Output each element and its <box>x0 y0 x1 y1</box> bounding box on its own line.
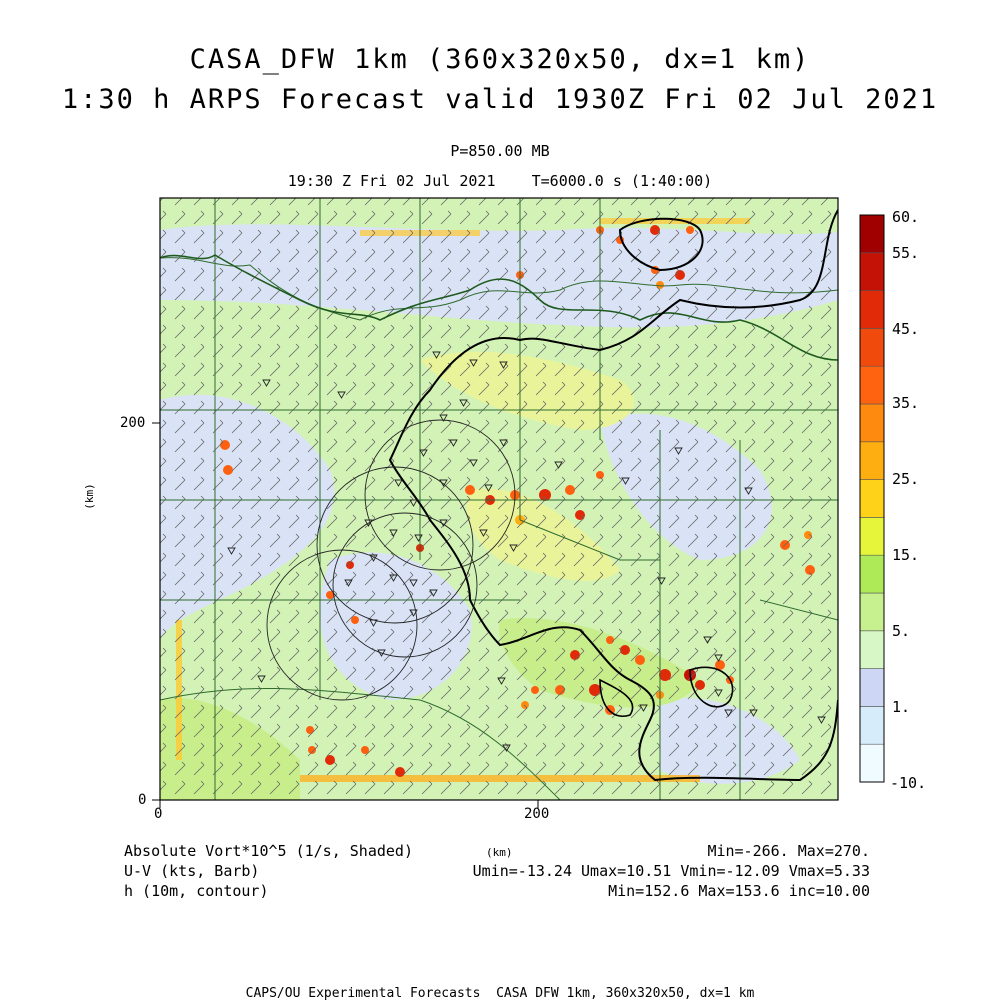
colorbar-swatch <box>860 706 884 744</box>
colorbar-swatch <box>860 215 884 253</box>
colorbar-swatch <box>860 291 884 329</box>
plot-title-line2: 1:30 h ARPS Forecast valid 1930Z Fri 02 Jul 2021 <box>61 84 939 115</box>
credit-line: CAPS/OU Experimental Forecasts CASA DFW 1km, 360x320x50, dx=1 km <box>245 986 755 1001</box>
vorticity-min-max: Min=-266. Max=270. <box>707 842 870 860</box>
y-axis-label: (km) <box>82 483 96 510</box>
valid-time: 19:30 Z Fri 02 Jul 2021 T=6000.0 s (1:40:00) <box>287 172 713 190</box>
field-height-label: h (10m, contour) <box>124 882 269 900</box>
colorbar-label: 55. <box>892 244 920 262</box>
colorbar-label: 1. <box>892 698 911 716</box>
colorbar-swatch <box>860 669 884 707</box>
colorbar-label: 25. <box>892 470 920 488</box>
colorbar-swatch <box>860 517 884 555</box>
y-tick-label-200: 200 <box>120 415 146 431</box>
colorbar-label: 35. <box>892 394 920 412</box>
colorbar-swatch <box>860 744 884 782</box>
y-tick-label-0: 0 <box>138 792 147 808</box>
x-tick-label-0: 0 <box>154 806 163 822</box>
plot-title-line1: CASA_DFW 1km (360x320x50, dx=1 km) <box>189 44 811 75</box>
colorbar <box>860 215 884 782</box>
map-area <box>160 198 838 800</box>
colorbar-label: 45. <box>892 320 920 338</box>
colorbar-swatch <box>860 253 884 291</box>
colorbar-label: -10. <box>890 774 927 792</box>
colorbar-swatch <box>860 366 884 404</box>
colorbar-label: 60. <box>892 208 920 226</box>
colorbar-swatch <box>860 442 884 480</box>
colorbar-swatch <box>860 593 884 631</box>
colorbar-swatch <box>860 555 884 593</box>
colorbar-label: 5. <box>892 622 911 640</box>
colorbar-swatch <box>860 631 884 669</box>
pressure-level: P=850.00 MB <box>450 142 550 160</box>
colorbar-swatch <box>860 328 884 366</box>
x-tick-label-200: 200 <box>524 806 550 822</box>
field-wind-label: U-V (kts, Barb) <box>124 862 260 880</box>
field-vorticity-label: Absolute Vort*10^5 (1/s, Shaded) <box>124 842 413 860</box>
colorbar-swatch <box>860 480 884 518</box>
colorbar-label: 15. <box>892 546 920 564</box>
x-axis-label: (km) <box>486 846 513 859</box>
wind-min-max: Umin=-13.24 Umax=10.51 Vmin=-12.09 Vmax=5.33 <box>472 862 870 880</box>
colorbar-swatch <box>860 404 884 442</box>
height-min-max: Min=152.6 Max=153.6 inc=10.00 <box>608 882 870 900</box>
